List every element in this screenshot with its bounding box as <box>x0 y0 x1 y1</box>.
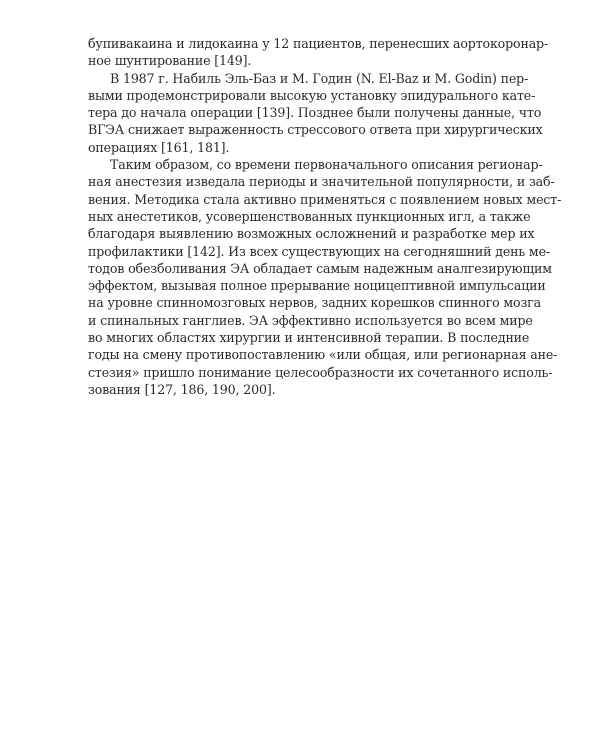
text-line: выми продемонстрировали высокую установку эпидурального кате- <box>88 87 536 103</box>
text-line: бупивакаина и лидокаина у 12 пациентов, перенесших аортокоронар- <box>88 36 549 51</box>
body-text <box>88 35 562 398</box>
text-line: В 1987 г. Набиль Эль-Баз и М. Годин (N. El-Baz и M. Godin) пер- <box>110 70 529 86</box>
text-line: на уровне спинномозговых нервов, задних корешков спинного мозга <box>88 295 541 311</box>
text-line: ное шунтирование [149]. <box>88 53 252 69</box>
text-line: ная анестезия изведала периоды и значительной популярности, и заб- <box>88 174 555 190</box>
text-line: Таким образом, со времени первоначального описания регионар- <box>110 157 543 173</box>
paragraph <box>88 70 543 156</box>
text-line: ных анестетиков, усовершенствованных пункционных игл, а также <box>88 208 531 224</box>
text-line: эффектом, вызывая полное прерывание ноцицептивной импульсации <box>88 278 546 294</box>
text-line: благодаря выявлению возможных осложнений и разработке мер их <box>88 226 535 242</box>
text-line: годы на смену противопоставлению «или общая, или регионарная ане- <box>88 347 558 363</box>
text-line: операциях [161, 181]. <box>88 139 230 155</box>
text-line: стезия» пришло понимание целесообразности их сочетанного исполь- <box>88 364 553 380</box>
text-line: тера до начала операции [139]. Позднее были получены данные, что <box>88 105 542 121</box>
paragraph <box>88 35 549 70</box>
text-line: ВГЭА снижает выраженность стрессового ответа при хирургических <box>88 122 543 138</box>
text-line: профилактики [142]. Из всех существующих на сегодняшний день ме- <box>88 243 550 259</box>
text-line: тодов обезболивания ЭА обладает самым надежным аналгезирующим <box>88 260 552 276</box>
text-line: зования [127, 186, 190, 200]. <box>88 381 276 397</box>
paragraph <box>88 156 562 398</box>
text-line: и спинальных ганглиев. ЭА эффективно используется во всем мире <box>88 312 533 328</box>
text-line: во многих областях хирургии и интенсивной терапии. В последние <box>88 330 530 346</box>
text-line: вения. Методика стала активно применяться с появлением новых мест- <box>88 191 562 207</box>
